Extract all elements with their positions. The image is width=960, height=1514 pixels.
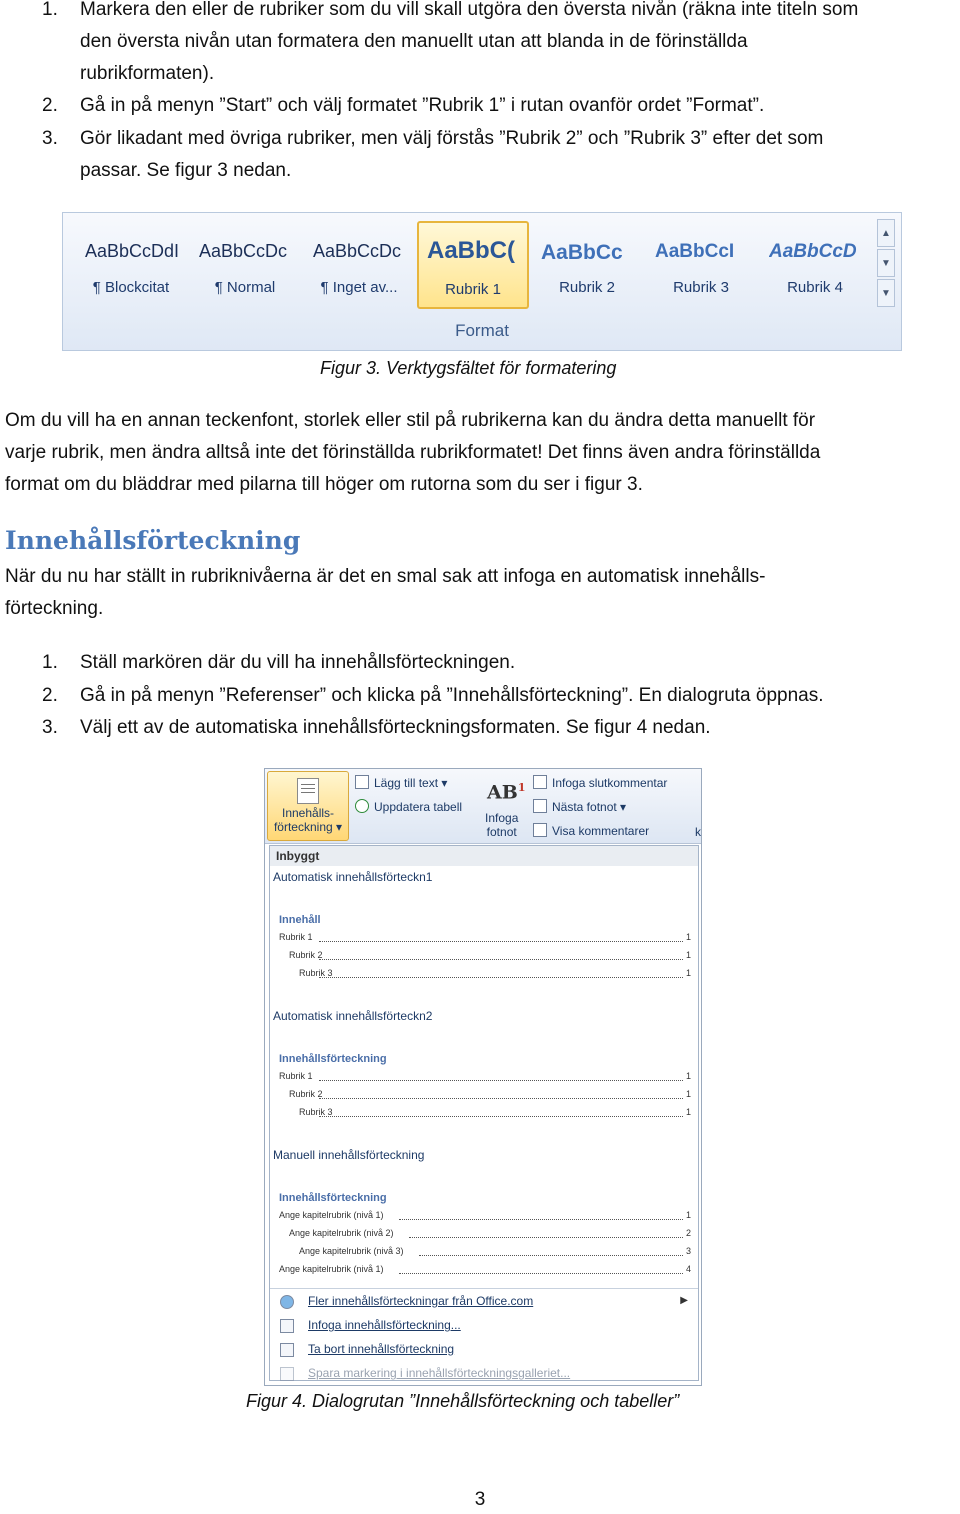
- list-text: den översta nivån utan formatera den manuellt utan att blanda in de förinställda: [80, 31, 748, 52]
- show-notes-label: Visa kommentarer: [552, 824, 650, 838]
- toc-option-name: Automatisk innehållsförteckn1: [273, 870, 433, 884]
- toc-preview-line: [279, 1071, 691, 1089]
- list-number: 1.: [42, 652, 58, 673]
- update-table-button[interactable]: [355, 799, 462, 814]
- style-tile-rubrik-2[interactable]: [535, 223, 639, 305]
- menu-item-insert-toc[interactable]: [270, 1313, 698, 1337]
- toc-line-page: 4: [685, 1264, 691, 1274]
- leader-dots: [319, 959, 683, 960]
- add-text-label: Lägg till text ▾: [374, 776, 448, 790]
- list-item-3: [0, 712, 960, 744]
- list-item-2: [0, 680, 960, 712]
- list-text: Gå in på menyn ”Referenser” och klicka på ”Innehållsförteckning”. En dialogruta öppnas.: [80, 685, 824, 706]
- insert-footnote-button[interactable]: [485, 811, 518, 839]
- style-label: ¶ Normal: [214, 279, 276, 296]
- toc-preview-line: [279, 932, 691, 950]
- list-number: 2.: [42, 685, 58, 706]
- toc-preview-line: [279, 1228, 691, 1246]
- toc-preview-line: [279, 1264, 691, 1282]
- group-label-format: Format: [455, 321, 509, 340]
- remove-toc-icon: [280, 1343, 294, 1357]
- style-tile-rubrik-1[interactable]: [417, 221, 529, 309]
- list-number: 1.: [42, 0, 58, 20]
- toc-line-page: 1: [685, 1089, 691, 1099]
- toc-line-text: Ange kapitelrubrik (nivå 1): [279, 1210, 384, 1220]
- style-sample: AaBbC(: [427, 237, 515, 264]
- style-tile-inget-avstand[interactable]: [307, 223, 411, 305]
- update-table-label: Uppdatera tabell: [374, 800, 463, 814]
- toc-option-2[interactable]: [279, 1053, 691, 1125]
- chevron-down-icon: ▼: [881, 257, 891, 269]
- toc-line-text: Rubrik 1: [279, 932, 313, 942]
- page-number: 3: [474, 1489, 486, 1510]
- leader-dots: [409, 1237, 683, 1238]
- style-tile-rubrik-4[interactable]: [763, 223, 867, 305]
- figure-3-caption: Figur 3. Verktygsfältet för formatering: [320, 358, 617, 378]
- menu-item-label: Spara markering i innehållsförteckningsgalleriet...: [308, 1366, 571, 1380]
- toc-gallery-panel: [269, 845, 699, 1381]
- list-text: Ställ markören där du vill ha innehållsförteckningen.: [80, 652, 516, 673]
- scroll-down-button[interactable]: [877, 249, 895, 277]
- toc-preview-title: Innehåll: [279, 914, 321, 926]
- list-item-2: [0, 90, 960, 122]
- style-sample: AaBbCc: [541, 241, 623, 264]
- toc-preview-line: [279, 1089, 691, 1107]
- toc-line-page: 1: [685, 950, 691, 960]
- show-notes-icon: [533, 823, 547, 837]
- gallery-scrollbar[interactable]: [877, 219, 897, 313]
- save-to-gallery-icon: [280, 1367, 294, 1381]
- style-label: ¶ Blockcitat: [92, 279, 170, 296]
- insert-footnote-label: fotnot: [486, 825, 517, 839]
- insert-footnote-label: Infoga: [485, 811, 519, 825]
- toc-line-page: 1: [685, 1107, 691, 1117]
- list-text: rubrikformaten).: [80, 63, 215, 84]
- ribbon: [265, 769, 701, 844]
- list-number: 3.: [42, 128, 58, 149]
- expand-gallery-icon: ▼: [881, 287, 891, 299]
- style-label: ¶ Inget av...: [320, 279, 398, 296]
- style-sample: AaBbCcDc: [313, 241, 402, 261]
- toc-preview-line: [279, 950, 691, 968]
- leader-dots: [319, 1080, 683, 1081]
- toc-line-text: Rubrik 3: [299, 968, 333, 978]
- toc-line-text: Rubrik 3: [299, 1107, 333, 1117]
- list-text: passar. Se figur 3 nedan.: [80, 160, 292, 181]
- toc-line-page: 2: [685, 1228, 691, 1238]
- toc-line-text: Rubrik 2: [289, 950, 323, 960]
- leader-dots: [319, 1116, 683, 1117]
- menu-item-label: Infoga innehållsförteckning...: [308, 1318, 461, 1332]
- list-text: Gör likadant med övriga rubriker, men välj förstås ”Rubrik 2” och ”Rubrik 3” efter det som: [80, 128, 824, 149]
- document-icon: [297, 778, 319, 804]
- list-item-1: [0, 0, 960, 90]
- refresh-icon: [355, 799, 369, 813]
- menu-item-more-from-office[interactable]: [270, 1289, 698, 1313]
- more-styles-button[interactable]: [877, 279, 895, 307]
- paragraph-line: När du nu har ställt in rubriknivåerna är det en smal sak att infoga en automatisk innehålls-: [5, 566, 766, 587]
- style-sample: AaBbCcI: [655, 241, 735, 262]
- next-footnote-label: Nästa fotnot ▾: [552, 800, 627, 814]
- list-number: 2.: [42, 95, 58, 116]
- leader-dots: [399, 1219, 683, 1220]
- leader-dots: [319, 1098, 683, 1099]
- next-footnote-icon: [533, 799, 547, 813]
- toc-line-text: Ange kapitelrubrik (nivå 3): [299, 1246, 404, 1256]
- toc-preview-title: Innehållsförteckning: [279, 1053, 387, 1065]
- style-gallery: [62, 212, 902, 351]
- leader-dots: [319, 977, 683, 978]
- toc-dropdown-screenshot: [264, 768, 702, 1386]
- leader-dots: [319, 941, 683, 942]
- style-tile-rubrik-3[interactable]: [649, 223, 753, 305]
- style-label: Rubrik 1: [445, 281, 501, 298]
- next-footnote-button[interactable]: [533, 799, 626, 814]
- insert-footnote-icon: $AB^1$: [487, 781, 526, 804]
- paragraph-line: förteckning.: [5, 598, 104, 619]
- chevron-up-icon: ▲: [881, 227, 891, 239]
- toc-menu: [270, 1288, 698, 1385]
- toc-line-page: 3: [685, 1246, 691, 1256]
- toc-line-page: 1: [685, 968, 691, 978]
- toc-button-label: Innehålls-: [281, 806, 335, 820]
- toc-line-text: Rubrik 2: [289, 1089, 323, 1099]
- paragraph: [5, 405, 955, 501]
- style-sample: AaBbCcDc: [199, 241, 288, 261]
- add-text-button[interactable]: [355, 775, 447, 790]
- toc-line-page: 1: [685, 1210, 691, 1220]
- toc-line-page: 1: [685, 1071, 691, 1081]
- paragraph-line: varje rubrik, men ändra alltså inte det förinställda rubrikformatet! Det finns även andra förinställda: [5, 442, 821, 463]
- toc-button[interactable]: [267, 771, 349, 841]
- toc-preview-line: [279, 1246, 691, 1264]
- toc-preview-line: [279, 1210, 691, 1228]
- toc-preview-title: Innehållsförteckning: [279, 1192, 387, 1204]
- toc-dialog-icon: [280, 1319, 294, 1333]
- list-text: Välj ett av de automatiska innehållsförteckningsformaten. Se figur 4 nedan.: [80, 717, 711, 738]
- submenu-arrow-icon: ▶: [680, 1295, 688, 1306]
- toc-line-text: Rubrik 1: [279, 1071, 313, 1081]
- paragraph: [5, 561, 955, 625]
- toc-preview-line: [279, 1107, 691, 1125]
- insert-endnote-label: Infoga slutkommentar: [552, 776, 668, 790]
- truncated-label: k: [695, 825, 701, 839]
- toc-preview-line: [279, 968, 691, 986]
- style-sample: AaBbCcDdI: [85, 241, 180, 261]
- menu-item-remove-toc[interactable]: [270, 1337, 698, 1361]
- add-text-icon: [355, 775, 369, 789]
- style-sample: AaBbCcD: [769, 241, 857, 262]
- section-heading: Innehållsförteckning: [5, 526, 301, 555]
- leader-dots: [399, 1273, 683, 1274]
- globe-icon: [280, 1295, 294, 1309]
- toc-line-text: Ange kapitelrubrik (nivå 2): [289, 1228, 394, 1238]
- toc-option-name: Automatisk innehållsförteckn2: [273, 1009, 433, 1023]
- show-notes-button[interactable]: [533, 823, 649, 838]
- toc-line-text: Ange kapitelrubrik (nivå 1): [279, 1264, 384, 1274]
- toc-option-1[interactable]: [279, 914, 691, 986]
- scroll-up-button[interactable]: [877, 219, 895, 247]
- list-item-3: [0, 123, 960, 187]
- style-tile-normal[interactable]: [193, 223, 297, 305]
- leader-dots: [419, 1255, 683, 1256]
- style-label: Rubrik 3: [673, 279, 729, 296]
- list-number: 3.: [42, 717, 58, 738]
- figure-4-caption: Figur 4. Dialogrutan ”Innehållsförteckning och tabeller”: [246, 1391, 680, 1411]
- list-text: Gå in på menyn ”Start” och välj formatet ”Rubrik 1” i rutan ovanför ordet ”Format”.: [80, 95, 765, 116]
- list-text: Markera den eller de rubriker som du vill skall utgöra den översta nivån (räkna inte titeln som: [80, 0, 859, 20]
- section-header-inbyggt: Inbyggt: [270, 846, 698, 866]
- style-label: Rubrik 4: [787, 279, 843, 296]
- style-tile-blockcitat[interactable]: [79, 223, 183, 305]
- paragraph-line: format om du bläddrar med pilarna till höger om rutorna som du ser i figur 3.: [5, 474, 643, 495]
- menu-item-save-selection[interactable]: [270, 1361, 698, 1385]
- menu-item-label: Fler innehållsförteckningar från Office.com: [308, 1294, 534, 1308]
- endnote-icon: [533, 775, 547, 789]
- paragraph-line: Om du vill ha en annan teckenfont, storlek eller stil på rubrikerna kan du ändra detta manuellt för: [5, 410, 816, 431]
- toc-button-label: förteckning ▾: [273, 820, 343, 834]
- toc-option-name: Manuell innehållsförteckning: [273, 1148, 425, 1162]
- toc-option-3[interactable]: [279, 1192, 691, 1282]
- menu-item-label: Ta bort innehållsförteckning: [308, 1342, 455, 1356]
- insert-endnote-button[interactable]: [533, 775, 667, 790]
- list-item-1: [0, 647, 960, 679]
- style-label: Rubrik 2: [559, 279, 615, 296]
- toc-line-page: 1: [685, 932, 691, 942]
